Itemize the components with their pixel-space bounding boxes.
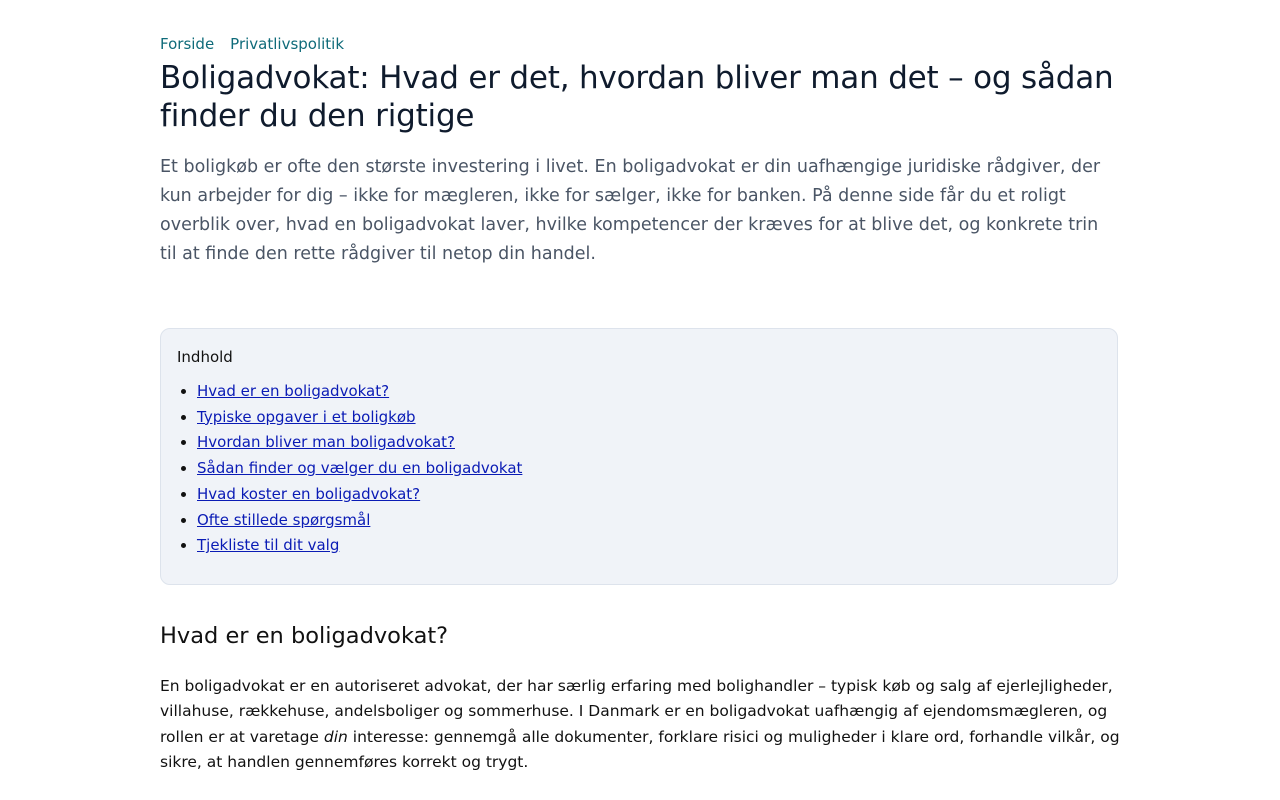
toc-link-cost[interactable]: Hvad koster en boligadvokat? bbox=[197, 484, 421, 503]
toc-list-item bbox=[197, 533, 1101, 559]
toc-link-find-choose[interactable]: Sådan finder og vælger du en boligadvokat bbox=[197, 459, 523, 478]
top-nav bbox=[160, 34, 1120, 54]
nav-link-privacy[interactable]: Privatlivspolitik bbox=[230, 35, 345, 53]
toc-link-checklist[interactable]: Tjekliste til dit valg bbox=[197, 536, 340, 555]
toc-link-how-to-become[interactable]: Hvordan bliver man boligadvokat? bbox=[197, 433, 455, 452]
toc-list-item bbox=[197, 405, 1101, 431]
paragraph-text-start: En boligadvokat er en autoriseret advokat, der har særlig erfaring med bolighandler – typisk køb og salg af ejerlejligheder, villahuse, rækkehuse, andelsboliger og sommerhuse. I Danmark er en boligadvokat uafhængig af ejendomsmægleren, og rollen er at varetage bbox=[160, 676, 1113, 746]
paragraph-text-end: interesse: gennemgå alle dokumenter, forklare risici og muligheder i klare ord, forhandle vilkår, og sikre, at handlen gennemføres korrekt og trygt. bbox=[160, 727, 1120, 772]
section-paragraph bbox=[160, 674, 1120, 776]
page-title: Boligadvokat: Hvad er det, hvordan bliver man det – og sådan finder du den rigtige bbox=[160, 60, 1114, 134]
paragraph-emphasis: din bbox=[323, 727, 348, 746]
section-heading-what-is: Hvad er en boligadvokat? bbox=[160, 622, 449, 649]
toc-list-item bbox=[197, 430, 1101, 456]
toc-list bbox=[177, 379, 1101, 559]
toc-title: Indhold bbox=[177, 348, 233, 366]
page bbox=[160, 0, 1120, 776]
toc-list-item bbox=[197, 456, 1101, 482]
toc-link-faq[interactable]: Ofte stillede spørgsmål bbox=[197, 510, 371, 529]
toc-list-item bbox=[197, 508, 1101, 534]
toc-link-what-is[interactable]: Hvad er en boligadvokat? bbox=[197, 382, 390, 400]
toc-link-tasks[interactable]: Typiske opgaver i et boligkøb bbox=[197, 407, 416, 426]
nav-link-home[interactable]: Forside bbox=[160, 35, 215, 53]
toc-list-item bbox=[197, 482, 1101, 508]
table-of-contents bbox=[160, 328, 1118, 585]
toc-list-item bbox=[197, 379, 1101, 405]
intro-paragraph: Et boligkøb er ofte den største investering i livet. En boligadvokat er din uafhængige juridiske rådgiver, der kun arbejder for dig – ikke for mægleren, ikke for sælger, ikke for banken. På denne side får du et roligt overblik over, hvad en boligadvokat laver, hvilke kompetencer der kræves for at blive det, og konkrete trin til at finde den rette rådgiver til netop din handel. bbox=[160, 157, 1101, 264]
